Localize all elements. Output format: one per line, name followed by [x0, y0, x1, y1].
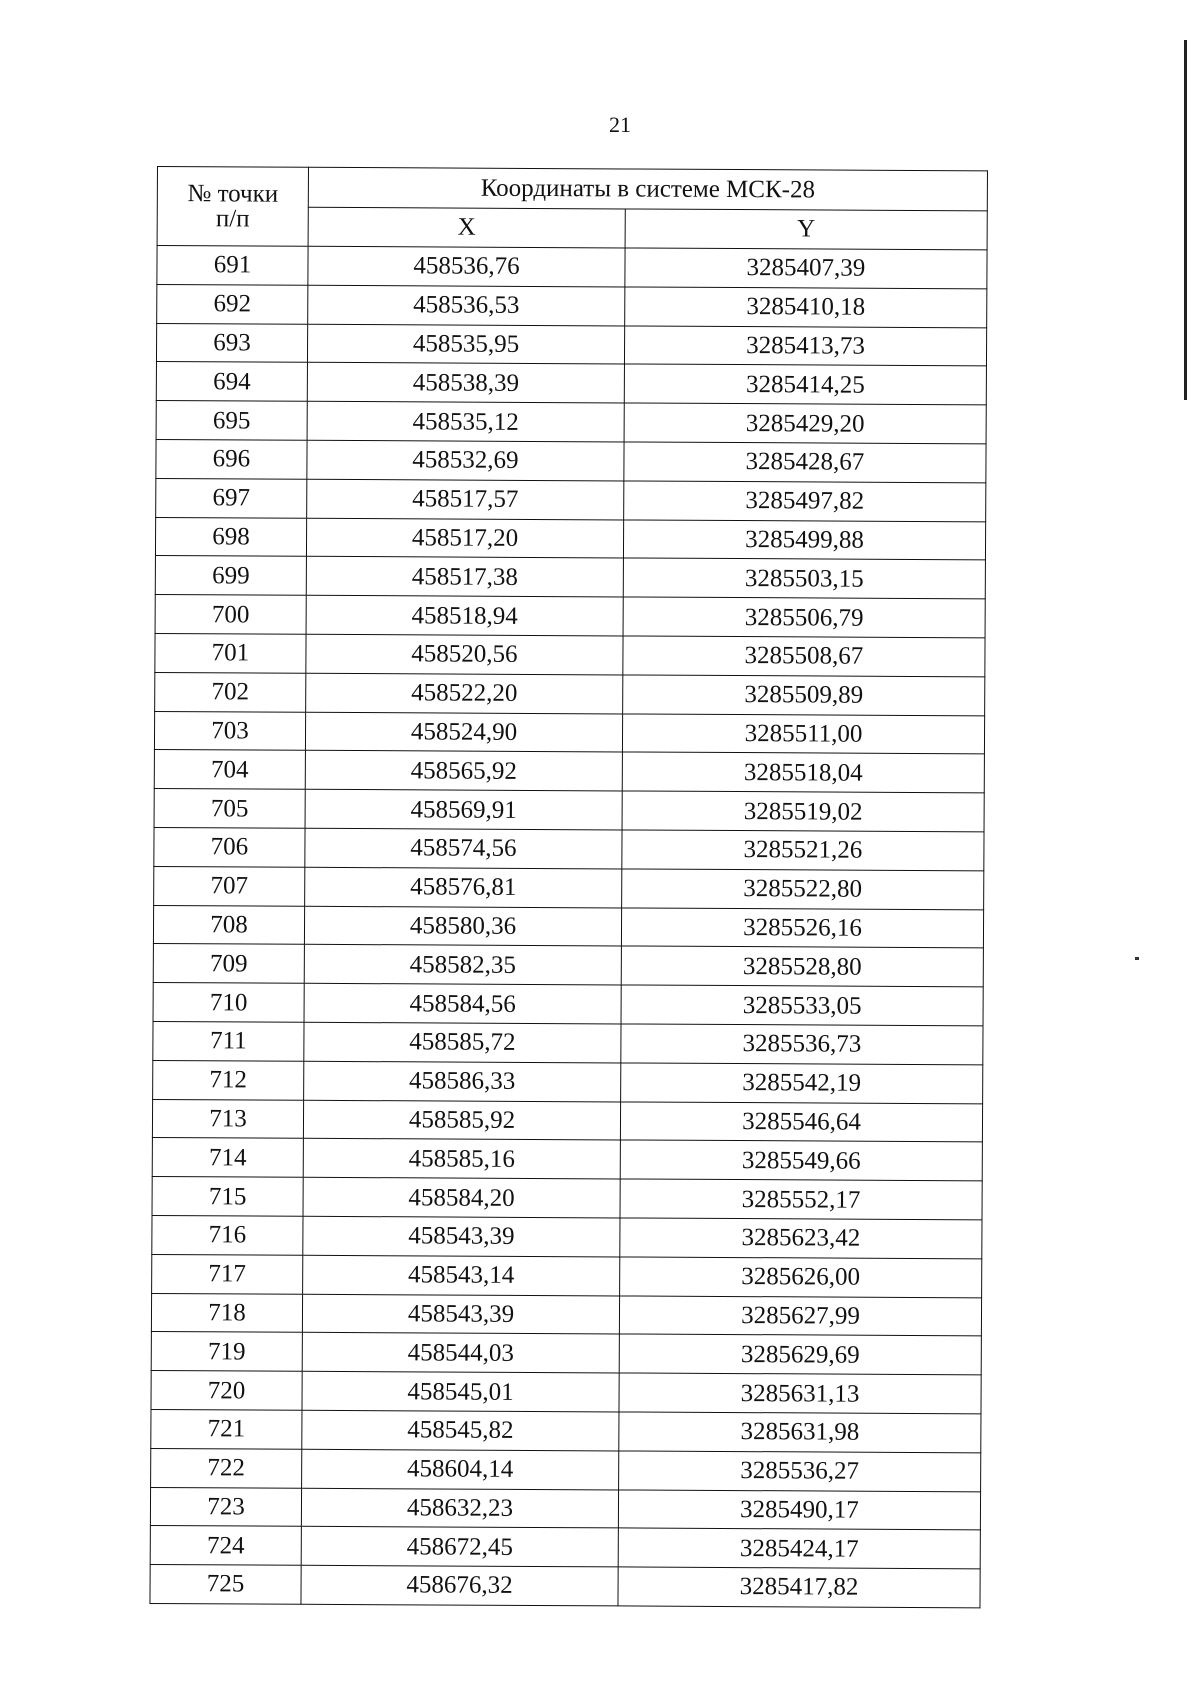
point-number-cell: 700 [155, 595, 306, 635]
table-row [155, 595, 985, 638]
y-coordinate-cell: 3285511,00 [622, 714, 984, 755]
point-number-cell: 691 [157, 246, 308, 286]
y-coordinate-cell: 3285533,05 [621, 985, 983, 1026]
point-number-cell: 712 [153, 1060, 304, 1100]
point-number-cell: 706 [154, 827, 305, 867]
table-row [155, 556, 985, 599]
point-number-cell: 714 [152, 1138, 303, 1178]
table-row [152, 1215, 982, 1258]
table-row [156, 362, 986, 405]
point-number-cell: 724 [150, 1526, 301, 1566]
y-coordinate-cell: 3285490,17 [618, 1489, 980, 1530]
point-number-cell: 721 [151, 1409, 302, 1449]
y-coordinate-cell: 3285526,16 [621, 907, 983, 948]
y-coordinate-cell: 3285429,20 [624, 403, 986, 444]
x-coordinate-cell: 458585,72 [304, 1022, 621, 1062]
x-coordinate-cell: 458574,56 [305, 828, 622, 868]
point-number-cell: 695 [156, 401, 307, 441]
x-coordinate-cell: 458538,39 [307, 363, 624, 403]
y-coordinate-cell: 3285519,02 [622, 791, 984, 832]
point-number-cell: 717 [152, 1254, 303, 1294]
x-coordinate-cell: 458569,91 [305, 789, 622, 829]
y-coordinate-cell: 3285521,26 [622, 830, 984, 871]
x-coordinate-cell: 458517,20 [306, 518, 623, 558]
y-coordinate-cell: 3285518,04 [622, 752, 984, 793]
x-coordinate-cell: 458672,45 [301, 1527, 618, 1567]
point-number-cell: 720 [151, 1371, 302, 1411]
table-row [151, 1448, 981, 1491]
x-coordinate-cell: 458536,53 [308, 285, 625, 325]
point-number-cell: 725 [150, 1565, 301, 1605]
x-coordinate-cell: 458535,95 [307, 324, 624, 364]
table-row [150, 1526, 980, 1569]
y-coordinate-cell: 3285506,79 [623, 597, 985, 638]
x-coordinate-cell: 458544,03 [302, 1333, 619, 1373]
y-coordinate-cell: 3285528,80 [621, 946, 983, 987]
x-coordinate-cell: 458517,57 [307, 479, 624, 519]
table-row [151, 1293, 981, 1336]
table-row [152, 1254, 982, 1297]
y-coordinate-cell: 3285509,89 [623, 675, 985, 716]
table-row [153, 905, 983, 948]
point-number-cell: 702 [155, 672, 306, 712]
y-coordinate-cell: 3285522,80 [622, 869, 984, 910]
x-coordinate-cell: 458517,38 [306, 557, 623, 597]
point-number-header-line1: № точки [187, 180, 279, 208]
y-coordinate-cell: 3285542,19 [621, 1063, 983, 1104]
y-coordinate-cell: 3285499,88 [623, 520, 985, 561]
point-number-cell: 709 [153, 944, 304, 984]
x-coordinate-cell: 458604,14 [302, 1449, 619, 1489]
point-number-cell: 718 [151, 1293, 302, 1333]
y-coordinate-cell: 3285407,39 [625, 248, 987, 289]
x-coordinate-cell: 458580,36 [304, 906, 621, 946]
table-row [156, 401, 986, 444]
table-row [150, 1487, 980, 1530]
y-coordinate-cell: 3285414,25 [624, 364, 986, 405]
point-number-cell: 707 [154, 866, 305, 906]
y-coordinate-cell: 3285417,82 [618, 1567, 980, 1608]
table-row [157, 246, 987, 289]
table-row [152, 1099, 982, 1142]
table-row [154, 711, 984, 754]
table-row [153, 944, 983, 987]
point-number-cell: 716 [152, 1215, 303, 1255]
y-coordinate-cell: 3285623,42 [620, 1218, 982, 1259]
point-number-header-line2: п/п [215, 205, 250, 233]
point-number-cell: 715 [152, 1177, 303, 1217]
table-row [155, 672, 985, 715]
point-number-cell: 705 [154, 789, 305, 829]
x-coordinate-cell: 458584,56 [304, 983, 621, 1023]
x-coordinate-cell: 458545,82 [302, 1410, 619, 1450]
table-body [150, 246, 987, 1608]
y-coordinate-cell: 3285546,64 [620, 1101, 982, 1142]
x-coordinate-cell: 458524,90 [305, 712, 622, 752]
x-coordinate-cell: 458585,92 [303, 1100, 620, 1140]
x-coordinate-cell: 458543,14 [303, 1255, 620, 1295]
table-row [154, 866, 984, 909]
scan-edge-mark [1184, 40, 1187, 400]
table-row [157, 284, 987, 327]
page-number: 21 [609, 112, 631, 137]
point-number-cell: 710 [153, 983, 304, 1023]
coordinates-group-header: Координаты в системе МСК-28 [308, 167, 987, 210]
table-row [154, 789, 984, 832]
table-row [153, 1060, 983, 1103]
table-row [154, 750, 984, 793]
x-coordinate-cell: 458522,20 [306, 673, 623, 713]
x-coordinate-cell: 458535,12 [307, 401, 624, 441]
table-row [155, 517, 985, 560]
x-coordinate-cell: 458543,39 [303, 1216, 620, 1256]
y-column-header: Y [625, 208, 987, 249]
point-number-header [157, 167, 308, 247]
x-coordinate-cell: 458582,35 [304, 945, 621, 985]
y-coordinate-cell: 3285424,17 [618, 1528, 980, 1569]
table-row [152, 1177, 982, 1220]
point-number-cell: 722 [151, 1448, 302, 1488]
coordinates-table [149, 166, 988, 1608]
y-coordinate-cell: 3285428,67 [624, 442, 986, 483]
x-coordinate-cell: 458585,16 [303, 1139, 620, 1179]
x-coordinate-cell: 458632,23 [301, 1488, 618, 1528]
y-coordinate-cell: 3285626,00 [620, 1257, 982, 1298]
point-number-cell: 697 [156, 478, 307, 518]
y-coordinate-cell: 3285629,69 [619, 1334, 981, 1375]
y-coordinate-cell: 3285497,82 [624, 481, 986, 522]
x-coordinate-cell: 458584,20 [303, 1177, 620, 1217]
y-coordinate-cell: 3285410,18 [625, 287, 987, 328]
x-coordinate-cell: 458536,76 [308, 246, 625, 286]
point-number-cell: 698 [155, 517, 306, 557]
x-coordinate-cell: 458676,32 [301, 1565, 618, 1605]
table-row [156, 478, 986, 521]
x-coordinate-cell: 458565,92 [305, 751, 622, 791]
scan-speck [1135, 957, 1139, 960]
table-header [157, 167, 987, 250]
point-number-cell: 701 [155, 633, 306, 673]
y-coordinate-cell: 3285627,99 [619, 1295, 981, 1336]
point-number-cell: 699 [155, 556, 306, 596]
y-coordinate-cell: 3285536,73 [621, 1024, 983, 1065]
point-number-cell: 694 [156, 362, 307, 402]
table-row [155, 633, 985, 676]
y-coordinate-cell: 3285552,17 [620, 1179, 982, 1220]
table-row [151, 1332, 981, 1375]
point-number-cell: 713 [152, 1099, 303, 1139]
point-number-cell: 696 [156, 439, 307, 479]
x-coordinate-cell: 458520,56 [306, 634, 623, 674]
point-number-cell: 692 [157, 284, 308, 324]
x-coordinate-cell: 458543,39 [302, 1294, 619, 1334]
x-coordinate-cell: 458545,01 [302, 1371, 619, 1411]
x-coordinate-cell: 458586,33 [304, 1061, 621, 1101]
x-column-header: X [308, 207, 625, 248]
x-coordinate-cell: 458576,81 [305, 867, 622, 907]
point-number-cell: 693 [156, 323, 307, 363]
table-row [150, 1565, 980, 1608]
point-number-cell: 719 [151, 1332, 302, 1372]
table-row [154, 827, 984, 870]
y-coordinate-cell: 3285549,66 [620, 1140, 982, 1181]
point-number-cell: 723 [150, 1487, 301, 1527]
table-row [156, 439, 986, 482]
point-number-cell: 703 [154, 711, 305, 751]
table-row [153, 983, 983, 1026]
point-number-cell: 708 [153, 905, 304, 945]
table-row [152, 1138, 982, 1181]
y-coordinate-cell: 3285503,15 [623, 558, 985, 599]
table-row [151, 1409, 981, 1452]
y-coordinate-cell: 3285631,98 [619, 1412, 981, 1453]
x-coordinate-cell: 458518,94 [306, 595, 623, 635]
y-coordinate-cell: 3285508,67 [623, 636, 985, 677]
y-coordinate-cell: 3285536,27 [619, 1451, 981, 1492]
table-row [156, 323, 986, 366]
y-coordinate-cell: 3285631,13 [619, 1373, 981, 1414]
table-row [151, 1371, 981, 1414]
point-number-cell: 704 [154, 750, 305, 790]
point-number-cell: 711 [153, 1021, 304, 1061]
table-row [153, 1021, 983, 1064]
y-coordinate-cell: 3285413,73 [624, 326, 986, 367]
x-coordinate-cell: 458532,69 [307, 440, 624, 480]
